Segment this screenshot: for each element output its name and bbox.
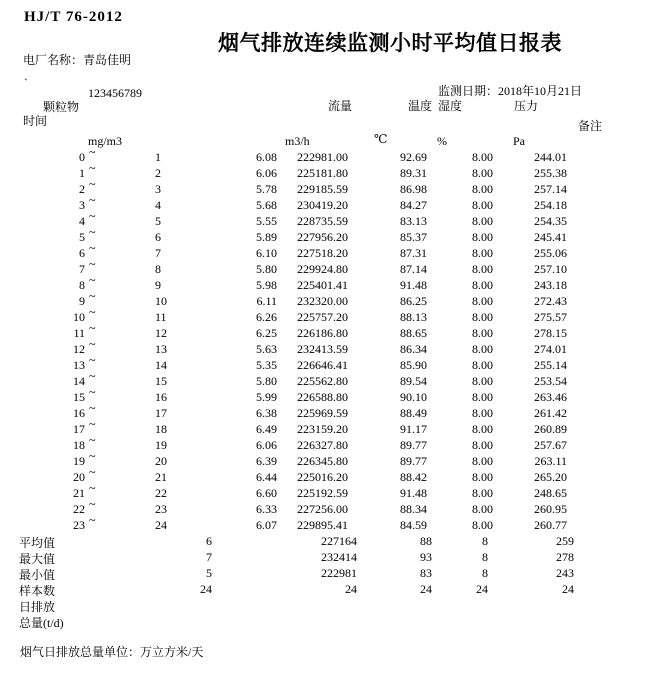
flow-cell: 223159.20 bbox=[297, 422, 348, 436]
hour-start-cell: 0 bbox=[79, 150, 85, 164]
tilde-mark: ~ bbox=[89, 481, 96, 495]
hour-start-cell: 21 bbox=[73, 486, 85, 500]
hour-end-cell: 3 bbox=[155, 182, 161, 196]
summary-pressure-cell: 278 bbox=[556, 550, 574, 564]
humidity-cell: 8.00 bbox=[472, 182, 493, 196]
flow-cell: 225181.80 bbox=[297, 166, 348, 180]
temperature-cell: 92.69 bbox=[400, 150, 427, 164]
flow-cell: 228735.59 bbox=[297, 214, 348, 228]
hour-start-cell: 1 bbox=[79, 166, 85, 180]
flow-cell: 222981.00 bbox=[297, 150, 348, 164]
hourly-rows bbox=[0, 145, 652, 533]
humidity-cell: 8.00 bbox=[472, 502, 493, 516]
flow-cell: 225969.59 bbox=[297, 406, 348, 420]
temperature-cell: 88.34 bbox=[400, 502, 427, 516]
pressure-cell: 263.46 bbox=[534, 390, 567, 404]
particulate-cell: 6.44 bbox=[256, 470, 277, 484]
humidity-cell: 8.00 bbox=[472, 406, 493, 420]
hour-end-cell: 22 bbox=[155, 486, 167, 500]
particulate-cell: 6.06 bbox=[256, 166, 277, 180]
col-head-pressure: 压力 bbox=[514, 99, 539, 113]
hour-end-cell: 8 bbox=[155, 262, 161, 276]
pressure-cell: 253.54 bbox=[534, 374, 567, 388]
tilde-mark: ~ bbox=[89, 401, 96, 415]
pressure-cell: 248.65 bbox=[534, 486, 567, 500]
temperature-cell: 87.14 bbox=[400, 262, 427, 276]
flow-cell: 226186.80 bbox=[297, 326, 348, 340]
pressure-cell: 263.11 bbox=[534, 454, 567, 468]
tilde-mark: ~ bbox=[89, 145, 96, 159]
pressure-cell: 255.38 bbox=[534, 166, 567, 180]
summary-temperature-cell: 93 bbox=[420, 550, 432, 564]
summary-temperature-cell: 24 bbox=[420, 582, 432, 596]
col-head-humidity: 湿度 bbox=[438, 99, 463, 113]
summary-rows bbox=[0, 533, 652, 629]
temperature-cell: 88.42 bbox=[400, 470, 427, 484]
humidity-cell: 8.00 bbox=[472, 214, 493, 228]
col-head-particulate: 颗粒物 bbox=[43, 100, 80, 114]
flow-cell: 225192.59 bbox=[297, 486, 348, 500]
pressure-cell: 244.01 bbox=[534, 150, 567, 164]
temperature-cell: 91.17 bbox=[400, 422, 427, 436]
temperature-cell: 86.25 bbox=[400, 294, 427, 308]
hour-end-cell: 24 bbox=[155, 518, 167, 532]
temperature-cell: 84.59 bbox=[400, 518, 427, 532]
particulate-cell: 6.26 bbox=[256, 310, 277, 324]
report-title: 烟气排放连续监测小时平均值日报表 bbox=[218, 31, 562, 55]
temperature-cell: 90.10 bbox=[400, 390, 427, 404]
tilde-mark: ~ bbox=[89, 225, 96, 239]
temperature-cell: 89.77 bbox=[400, 438, 427, 452]
unit-particulate: mg/m3 bbox=[88, 134, 123, 148]
tilde-mark: ~ bbox=[89, 321, 96, 335]
pressure-cell: 260.95 bbox=[534, 502, 567, 516]
summary-label: 样本数 bbox=[19, 584, 56, 598]
tilde-mark: ~ bbox=[89, 273, 96, 287]
tilde-mark: ~ bbox=[89, 337, 96, 351]
humidity-cell: 8.00 bbox=[472, 230, 493, 244]
plant-name-label: 电厂名称： bbox=[23, 53, 84, 67]
humidity-cell: 8.00 bbox=[472, 262, 493, 276]
unit-pressure: Pa bbox=[513, 134, 525, 148]
pressure-cell: 255.14 bbox=[534, 358, 567, 372]
humidity-cell: 8.00 bbox=[472, 326, 493, 340]
summary-label: 日排放 bbox=[19, 600, 56, 614]
tilde-mark: ~ bbox=[89, 369, 96, 383]
hour-end-cell: 16 bbox=[155, 390, 167, 404]
flow-cell: 226345.80 bbox=[297, 454, 348, 468]
pressure-cell: 260.77 bbox=[534, 518, 567, 532]
particulate-cell: 6.25 bbox=[256, 326, 277, 340]
temperature-cell: 84.27 bbox=[400, 198, 427, 212]
col-head-temperature: 温度 bbox=[408, 99, 433, 113]
hour-end-cell: 21 bbox=[155, 470, 167, 484]
summary-pressure-cell: 24 bbox=[562, 582, 574, 596]
tilde-mark: ~ bbox=[89, 417, 96, 431]
pressure-cell: 260.89 bbox=[534, 422, 567, 436]
pressure-cell: 254.35 bbox=[534, 214, 567, 228]
hour-start-cell: 19 bbox=[73, 454, 85, 468]
summary-particulate-cell: 6 bbox=[206, 534, 212, 548]
flow-cell: 227518.20 bbox=[297, 246, 348, 260]
particulate-cell: 6.11 bbox=[256, 294, 277, 308]
plant-name-value: 青岛佳明 bbox=[83, 53, 132, 67]
doc-standard: HJ/T 76-2012 bbox=[24, 9, 123, 25]
summary-humidity-cell: 24 bbox=[476, 582, 488, 596]
particulate-cell: 6.60 bbox=[256, 486, 277, 500]
summary-particulate-cell: 24 bbox=[200, 582, 212, 596]
hour-end-cell: 6 bbox=[155, 230, 161, 244]
col-head-time: 时间 bbox=[23, 114, 48, 128]
flow-cell: 226588.80 bbox=[297, 390, 348, 404]
humidity-cell: 8.00 bbox=[472, 150, 493, 164]
humidity-cell: 8.00 bbox=[472, 438, 493, 452]
particulate-cell: 5.55 bbox=[256, 214, 277, 228]
unit-temperature: ℃ bbox=[374, 132, 388, 146]
pressure-cell: 245.41 bbox=[534, 230, 567, 244]
tilde-mark: ~ bbox=[89, 353, 96, 367]
flow-cell: 226327.80 bbox=[297, 438, 348, 452]
temperature-cell: 86.34 bbox=[400, 342, 427, 356]
flow-cell: 232320.00 bbox=[297, 294, 348, 308]
summary-label: 总量(t/d) bbox=[19, 616, 64, 630]
tilde-mark: ~ bbox=[89, 289, 96, 303]
temperature-cell: 85.90 bbox=[400, 358, 427, 372]
particulate-cell: 5.35 bbox=[256, 358, 277, 372]
humidity-cell: 8.00 bbox=[472, 358, 493, 372]
temperature-cell: 88.13 bbox=[400, 310, 427, 324]
flow-cell: 229185.59 bbox=[297, 182, 348, 196]
summary-humidity-cell: 8 bbox=[482, 550, 488, 564]
temperature-cell: 87.31 bbox=[400, 246, 427, 260]
pressure-cell: 278.15 bbox=[534, 326, 567, 340]
hour-start-cell: 8 bbox=[79, 278, 85, 292]
hour-start-cell: 4 bbox=[79, 214, 85, 228]
hour-start-cell: 16 bbox=[73, 406, 85, 420]
footer-note: 烟气日排放总量单位：万立方米/天 bbox=[20, 645, 204, 659]
hour-start-cell: 12 bbox=[73, 342, 85, 356]
temperature-cell: 88.65 bbox=[400, 326, 427, 340]
hour-start-cell: 11 bbox=[73, 326, 85, 340]
tilde-mark: ~ bbox=[89, 433, 96, 447]
humidity-cell: 8.00 bbox=[472, 310, 493, 324]
summary-row bbox=[0, 581, 652, 597]
particulate-cell: 6.39 bbox=[256, 454, 277, 468]
particulate-cell: 5.80 bbox=[256, 374, 277, 388]
hour-end-cell: 9 bbox=[155, 278, 161, 292]
humidity-cell: 8.00 bbox=[472, 454, 493, 468]
monitor-date-label: 监测日期： bbox=[438, 84, 499, 98]
summary-flow-cell: 24 bbox=[345, 582, 357, 596]
humidity-cell: 8.00 bbox=[472, 470, 493, 484]
tilde-mark: ~ bbox=[89, 385, 96, 399]
tilde-mark: ~ bbox=[89, 465, 96, 479]
temperature-cell: 91.48 bbox=[400, 486, 427, 500]
hour-start-cell: 22 bbox=[73, 502, 85, 516]
hour-end-cell: 1 bbox=[155, 150, 161, 164]
particulate-cell: 6.06 bbox=[256, 438, 277, 452]
temperature-cell: 89.54 bbox=[400, 374, 427, 388]
tilde-mark: ~ bbox=[89, 513, 96, 527]
summary-particulate-cell: 5 bbox=[206, 566, 212, 580]
tilde-mark: ~ bbox=[89, 241, 96, 255]
hour-start-cell: 10 bbox=[73, 310, 85, 324]
humidity-cell: 8.00 bbox=[472, 342, 493, 356]
pressure-cell: 265.20 bbox=[534, 470, 567, 484]
tilde-mark: ~ bbox=[89, 209, 96, 223]
tilde-mark: ~ bbox=[89, 449, 96, 463]
summary-row bbox=[0, 597, 652, 613]
particulate-cell: 6.08 bbox=[256, 150, 277, 164]
humidity-cell: 8.00 bbox=[472, 390, 493, 404]
pressure-cell: 275.57 bbox=[534, 310, 567, 324]
particulate-cell: 6.33 bbox=[256, 502, 277, 516]
temperature-cell: 88.49 bbox=[400, 406, 427, 420]
hour-end-cell: 12 bbox=[155, 326, 167, 340]
tilde-mark: ~ bbox=[89, 177, 96, 191]
flow-cell: 227956.20 bbox=[297, 230, 348, 244]
monitor-date-line bbox=[438, 84, 582, 98]
temperature-cell: 85.37 bbox=[400, 230, 427, 244]
humidity-cell: 8.00 bbox=[472, 518, 493, 532]
hour-start-cell: 14 bbox=[73, 374, 85, 388]
serial-mark: ` bbox=[24, 76, 28, 90]
summary-row bbox=[0, 565, 652, 581]
pressure-cell: 243.18 bbox=[534, 278, 567, 292]
pressure-cell: 257.10 bbox=[534, 262, 567, 276]
humidity-cell: 8.00 bbox=[472, 422, 493, 436]
summary-particulate-cell: 7 bbox=[206, 550, 212, 564]
hour-end-cell: 19 bbox=[155, 438, 167, 452]
monitor-date-value: 2018年10月21日 bbox=[498, 84, 583, 98]
unit-flow: m3/h bbox=[285, 134, 310, 148]
temperature-cell: 86.98 bbox=[400, 182, 427, 196]
summary-temperature-cell: 88 bbox=[420, 534, 432, 548]
hour-start-cell: 5 bbox=[79, 230, 85, 244]
humidity-cell: 8.00 bbox=[472, 166, 493, 180]
plant-name-line bbox=[23, 53, 131, 67]
col-head-remark: 备注 bbox=[578, 119, 603, 133]
flow-cell: 227256.00 bbox=[297, 502, 348, 516]
pressure-cell: 261.42 bbox=[534, 406, 567, 420]
summary-flow-cell: 232414 bbox=[321, 550, 357, 564]
summary-humidity-cell: 8 bbox=[482, 566, 488, 580]
hour-start-cell: 2 bbox=[79, 182, 85, 196]
hour-start-cell: 3 bbox=[79, 198, 85, 212]
hour-end-cell: 17 bbox=[155, 406, 167, 420]
hour-end-cell: 5 bbox=[155, 214, 161, 228]
hour-end-cell: 13 bbox=[155, 342, 167, 356]
particulate-cell: 6.10 bbox=[256, 246, 277, 260]
flow-cell: 229895.41 bbox=[297, 518, 348, 532]
particulate-cell: 6.38 bbox=[256, 406, 277, 420]
temperature-cell: 89.31 bbox=[400, 166, 427, 180]
temperature-cell: 91.48 bbox=[400, 278, 427, 292]
hour-end-cell: 2 bbox=[155, 166, 161, 180]
humidity-cell: 8.00 bbox=[472, 278, 493, 292]
hour-start-cell: 20 bbox=[73, 470, 85, 484]
hour-start-cell: 18 bbox=[73, 438, 85, 452]
unit-humidity: % bbox=[437, 134, 447, 148]
hour-end-cell: 7 bbox=[155, 246, 161, 260]
flow-cell: 225562.80 bbox=[297, 374, 348, 388]
hour-start-cell: 13 bbox=[73, 358, 85, 372]
table-row bbox=[0, 513, 652, 533]
summary-pressure-cell: 259 bbox=[556, 534, 574, 548]
pressure-cell: 274.01 bbox=[534, 342, 567, 356]
particulate-cell: 5.78 bbox=[256, 182, 277, 196]
summary-pressure-cell: 243 bbox=[556, 566, 574, 580]
summary-row bbox=[0, 613, 652, 629]
pressure-cell: 255.06 bbox=[534, 246, 567, 260]
hour-end-cell: 10 bbox=[155, 294, 167, 308]
summary-flow-cell: 222981 bbox=[321, 566, 357, 580]
hour-end-cell: 11 bbox=[155, 310, 167, 324]
temperature-cell: 83.13 bbox=[400, 214, 427, 228]
particulate-cell: 5.98 bbox=[256, 278, 277, 292]
hour-start-cell: 23 bbox=[73, 518, 85, 532]
summary-row bbox=[0, 533, 652, 549]
serial-number: 123456789 bbox=[88, 86, 142, 100]
humidity-cell: 8.00 bbox=[472, 294, 493, 308]
humidity-cell: 8.00 bbox=[472, 374, 493, 388]
flow-cell: 226646.41 bbox=[297, 358, 348, 372]
particulate-cell: 6.07 bbox=[256, 518, 277, 532]
summary-label: 最小值 bbox=[19, 568, 56, 582]
summary-temperature-cell: 83 bbox=[420, 566, 432, 580]
hour-start-cell: 15 bbox=[73, 390, 85, 404]
hour-end-cell: 14 bbox=[155, 358, 167, 372]
temperature-cell: 89.77 bbox=[400, 454, 427, 468]
hour-start-cell: 7 bbox=[79, 262, 85, 276]
hour-end-cell: 23 bbox=[155, 502, 167, 516]
hour-end-cell: 15 bbox=[155, 374, 167, 388]
particulate-cell: 5.80 bbox=[256, 262, 277, 276]
particulate-cell: 5.68 bbox=[256, 198, 277, 212]
hour-start-cell: 17 bbox=[73, 422, 85, 436]
tilde-mark: ~ bbox=[89, 193, 96, 207]
humidity-cell: 8.00 bbox=[472, 246, 493, 260]
pressure-cell: 272.43 bbox=[534, 294, 567, 308]
hour-end-cell: 18 bbox=[155, 422, 167, 436]
particulate-cell: 5.63 bbox=[256, 342, 277, 356]
hour-start-cell: 6 bbox=[79, 246, 85, 260]
flow-cell: 225016.20 bbox=[297, 470, 348, 484]
hour-start-cell: 9 bbox=[79, 294, 85, 308]
flow-cell: 225401.41 bbox=[297, 278, 348, 292]
flow-cell: 229924.80 bbox=[297, 262, 348, 276]
particulate-cell: 5.99 bbox=[256, 390, 277, 404]
summary-label: 最大值 bbox=[19, 552, 56, 566]
tilde-mark: ~ bbox=[89, 161, 96, 175]
pressure-cell: 257.14 bbox=[534, 182, 567, 196]
particulate-cell: 5.89 bbox=[256, 230, 277, 244]
humidity-cell: 8.00 bbox=[472, 486, 493, 500]
tilde-mark: ~ bbox=[89, 305, 96, 319]
col-head-flow: 流量 bbox=[328, 99, 353, 113]
flow-cell: 232413.59 bbox=[297, 342, 348, 356]
hour-end-cell: 20 bbox=[155, 454, 167, 468]
summary-label: 平均值 bbox=[19, 536, 56, 550]
hour-end-cell: 4 bbox=[155, 198, 161, 212]
summary-row bbox=[0, 549, 652, 565]
pressure-cell: 254.18 bbox=[534, 198, 567, 212]
flow-cell: 230419.20 bbox=[297, 198, 348, 212]
particulate-cell: 6.49 bbox=[256, 422, 277, 436]
flow-cell: 225757.20 bbox=[297, 310, 348, 324]
summary-humidity-cell: 8 bbox=[482, 534, 488, 548]
tilde-mark: ~ bbox=[89, 497, 96, 511]
tilde-mark: ~ bbox=[89, 257, 96, 271]
summary-flow-cell: 227164 bbox=[321, 534, 357, 548]
humidity-cell: 8.00 bbox=[472, 198, 493, 212]
pressure-cell: 257.67 bbox=[534, 438, 567, 452]
